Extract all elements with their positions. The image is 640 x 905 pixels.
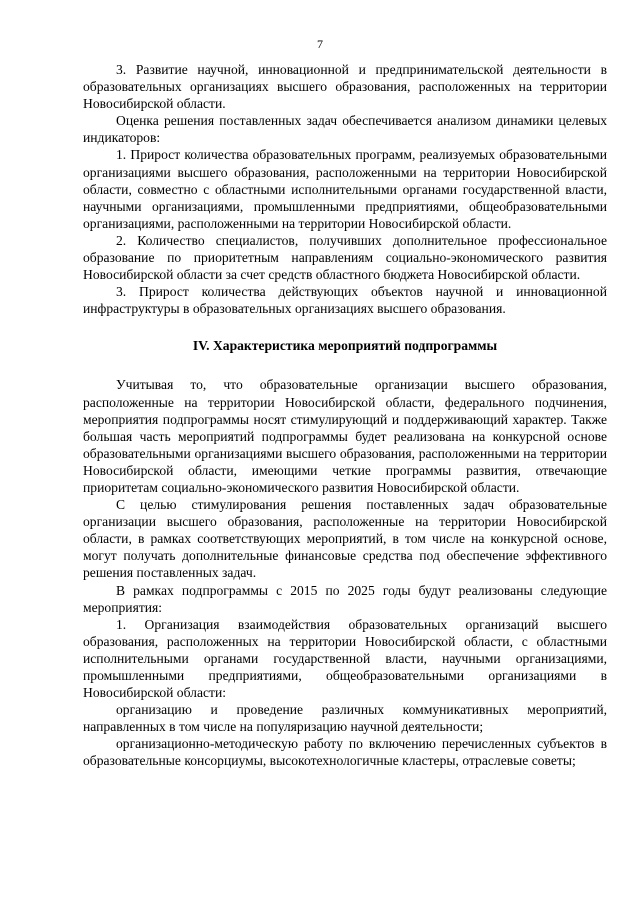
paragraph-indicator-2: 2. Количество специалистов, получивших дополнительное профессиональное образование по приоритетным направлениям социально-экономического развития Новосибирской области за счет средств областного бюджета Новосибирской области. xyxy=(83,232,607,283)
paragraph-indicator-3: 3. Прирост количества действующих объектов научной и инновационной инфраструктуры в образовательных организациях высшего образования. xyxy=(83,284,607,317)
page-number: 7 xyxy=(317,37,323,51)
paragraph-measure-1-item-b: организационно-методическую работу по включению перечисленных субъектов в образовательные консорциумы, высокотехнологичные кластеры, отраслевые советы; xyxy=(83,736,607,769)
paragraph-characteristics: Учитывая то, что образовательные организации высшего образования, расположенные на территории Новосибирской области, федерального подчинения, мероприятия подпрограммы носят стимулирующий и поддерживающий характер. Также большая часть мероприятий подпрограммы будет реализована на конкурсной основе образовательными организациями высшего образования, расположенными на территории Новосибирской области, имеющими четкие программы развития, отвечающие приоритетам социально-экономического развития Новосибирской области. xyxy=(83,377,607,495)
paragraph-assessment-intro: Оценка решения поставленных задач обеспечивается анализом динамики целевых индикаторов: xyxy=(83,113,607,146)
paragraph-development-goal: 3. Развитие научной, инновационной и предпринимательской деятельности в образовательных организациях высшего образования, расположенных на территории Новосибирской области. xyxy=(83,62,607,112)
paragraph-indicator-1: 1. Прирост количества образовательных программ, реализуемых образовательными организациями высшего образования, расположенными на территории Новосибирской области, совместно с областными исполнительными органами государственной власти, научными организациями, промышленными предприятиями, общеобразовательными организациями, расположенными на территории Новосибирской области. xyxy=(83,147,607,231)
paragraph-measures-intro: В рамках подпрограммы с 2015 по 2025 годы будут реализованы следующие мероприятия: xyxy=(83,582,607,615)
document-body xyxy=(83,61,607,770)
paragraph-measure-1-item-a: организацию и проведение различных коммуникативных мероприятий, направленных в том числе на популяризацию научной деятельности; xyxy=(83,702,607,735)
paragraph-stimulation: С целью стимулирования решения поставленных задач образовательные организации высшего образования, расположенные на территории Новосибирской области, в рамках соответствующих мероприятий, в том числе на конкурсной основе, могут получать дополнительные финансовые средства под обеспечение эффективного решения поставленных задач. xyxy=(83,497,607,581)
section-title: IV. Характеристика мероприятий подпрограммы xyxy=(192,338,498,354)
paragraph-measure-1: 1. Организация взаимодействия образовательных организаций высшего образования, расположенных на территории Новосибирской области, с областными исполнительными органами государственной власти, научными организациями, промышленными предприятиями, общеобразовательными организациями в Новосибирской области: xyxy=(83,616,607,701)
